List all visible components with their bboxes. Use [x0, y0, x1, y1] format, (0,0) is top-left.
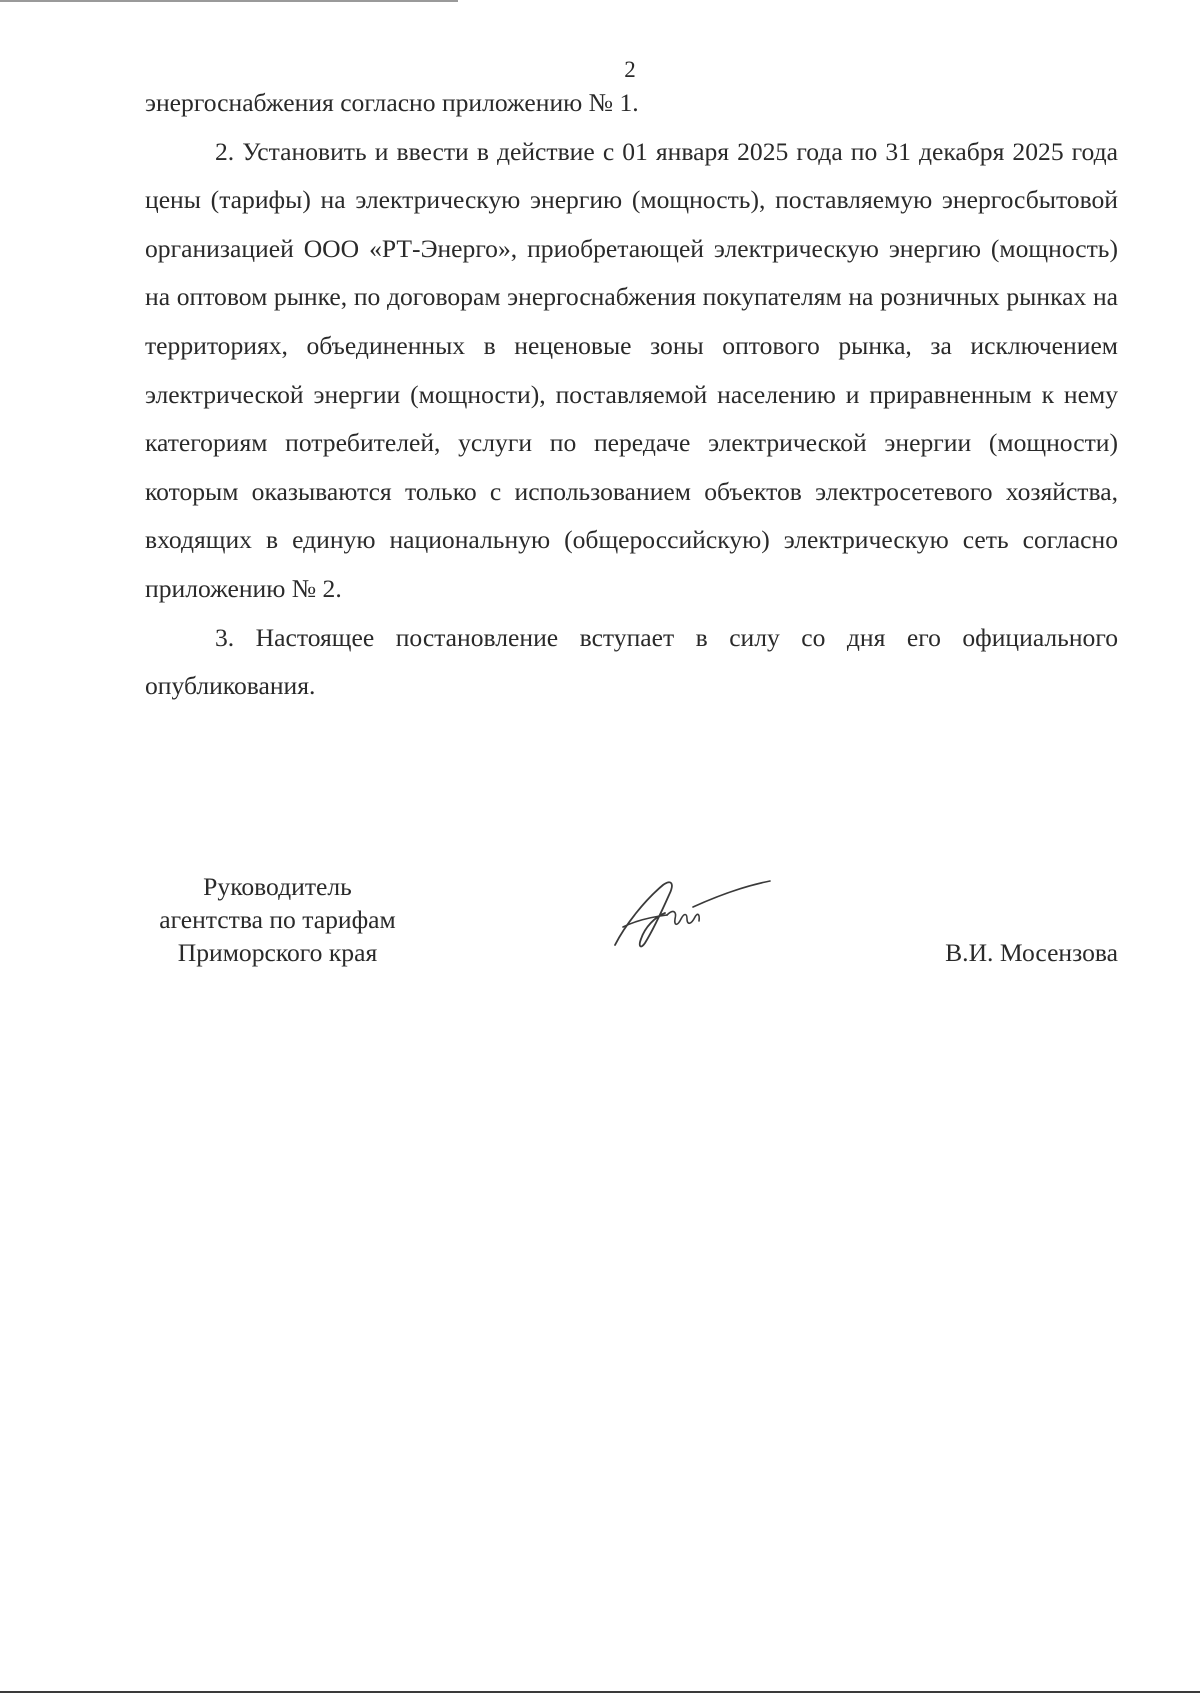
signer-position-line: Руководитель — [203, 872, 352, 901]
signer-name: В.И. Мосензова — [945, 938, 1118, 967]
signer-position-line: Приморского края — [177, 938, 378, 967]
paragraph-3: 3. Настоящее постановление вступает в силу со дня его официального опубликования. — [145, 622, 1118, 701]
signature-block — [145, 870, 1118, 980]
document-body — [145, 79, 1118, 711]
signer-position — [145, 870, 410, 969]
paragraph-2: 2. Установить и ввести в действие с 01 января 2025 года по 31 декабря 2025 года цены (тарифы) на электрическую энергию (мощность), поставляемую энергосбытовой организацией ООО «РТ-Энерго», приобретающей электрическую энергию (мощность) на оптовом рынке, по договорам энергоснабжения покупателям на розничных рынках на территориях, объединенных в неценовые зоны оптового рынка, за исключением электрической энергии (мощности), поставляемой населению и приравненным к нему категориям потребителей, услуги по передаче электрической энергии (мощности) которым оказываются только с использованием объектов электросетевого хозяйства, входящих в единую национальную (общероссийскую) электрическую сеть согласно приложению № 2. — [145, 136, 1118, 603]
scan-edge-bottom — [0, 1691, 1200, 1693]
scan-edge-top — [0, 0, 458, 2]
page-number: 2 — [624, 57, 636, 82]
handwritten-signature — [605, 855, 785, 955]
signer-position-line: агентства по тарифам — [159, 905, 396, 934]
paragraph-continuation: энергоснабжения согласно приложению № 1. — [145, 88, 639, 117]
